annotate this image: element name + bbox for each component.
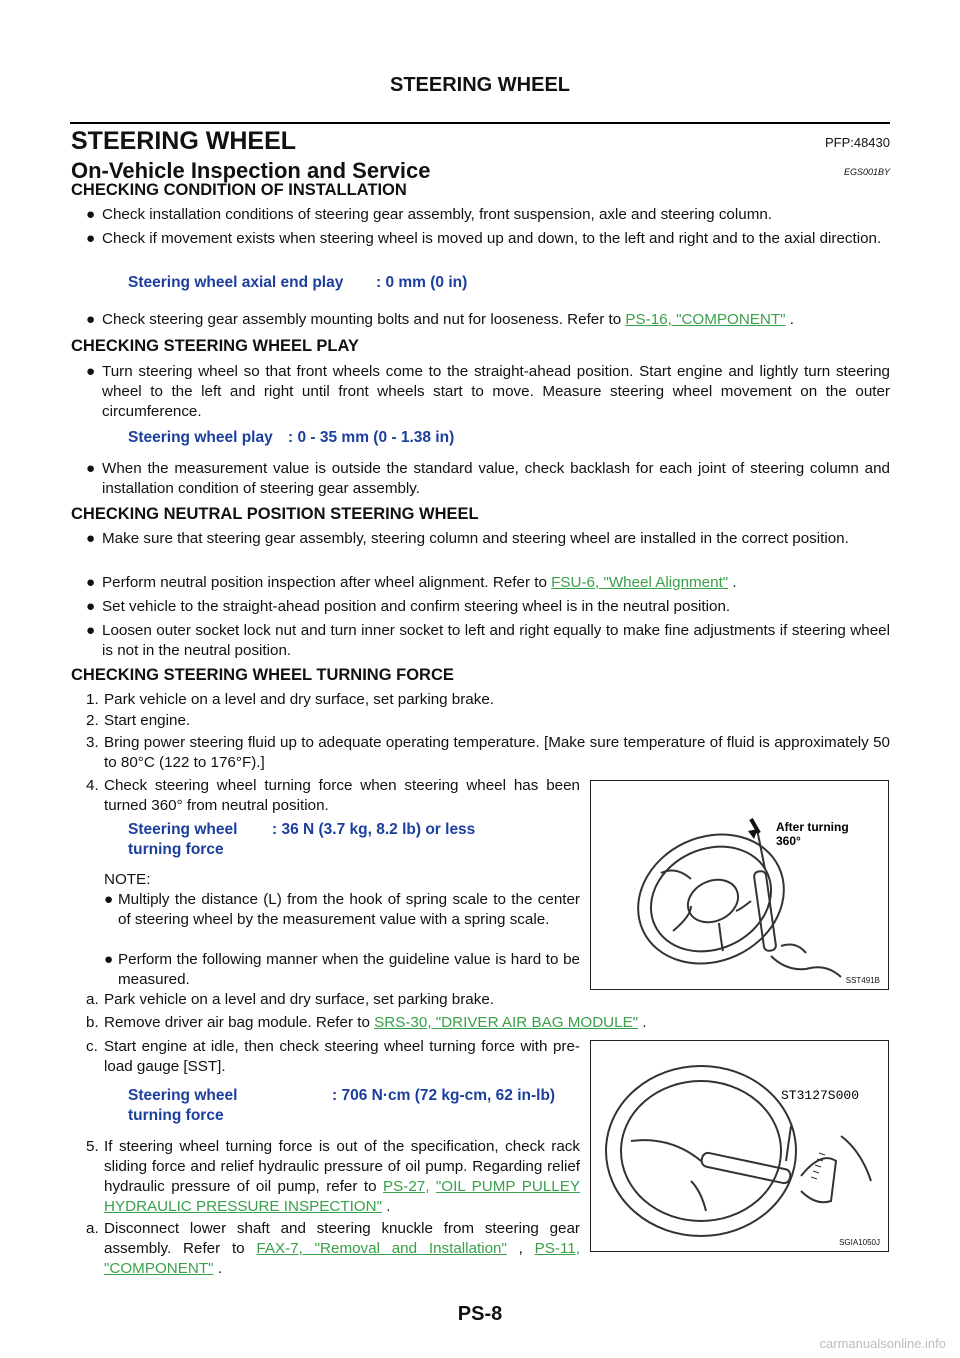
- heading-turning-force: CHECKING STEERING WHEEL TURNING FORCE: [71, 666, 454, 684]
- part-number: PFP:48430: [824, 135, 890, 150]
- link-ps16-component[interactable]: PS-16, "COMPONENT": [625, 311, 786, 328]
- list-item: ● Check installation conditions of steering gear assembly, front suspension, axle and steering column.: [86, 206, 773, 223]
- section-title: STEERING WHEEL: [71, 127, 297, 155]
- steering-wheel-preload-gauge-illustration: [591, 1041, 888, 1251]
- note-label: NOTE:: [104, 871, 151, 888]
- bullet-icon: ●: [86, 574, 96, 591]
- bullet-icon: ●: [86, 363, 96, 380]
- list-item: 5. If steering wheel turning force is out of the specification, check rack sliding force and relief hydraulic pressure of oil pump. Regarding relief hydraulic pressure of oil pump, refer to PS-27, "OIL PUMP PULLEY HYDRAULIC PRESSURE INSPECTION" .: [86, 1138, 580, 1215]
- steering-wheel-spring-scale-illustration: [591, 781, 888, 989]
- spec-label: Steering wheel axial end play: [128, 274, 344, 291]
- spec-value: : 36 N (3.7 kg, 8.2 lb) or less: [272, 821, 476, 838]
- figure-caption: After turning: [776, 820, 849, 834]
- heading-installation: CHECKING CONDITION OF INSTALLATION: [71, 181, 407, 199]
- list-item: a. Park vehicle on a level and dry surface, set parking brake.: [86, 991, 495, 1008]
- link-fax7-removal[interactable]: FAX-7, "Removal and Installation": [256, 1240, 507, 1257]
- list-item: 1. Park vehicle on a level and dry surface, set parking brake.: [86, 691, 495, 708]
- link-ps11[interactable]: PS-11,: [534, 1240, 580, 1257]
- link-srs30-airbag[interactable]: SRS-30, "DRIVER AIR BAG MODULE": [374, 1014, 639, 1031]
- bullet-icon: ●: [86, 311, 96, 328]
- spec-value: : 706 N·cm (72 kg-cm, 62 in-lb): [332, 1087, 556, 1104]
- bullet-icon: ●: [86, 622, 96, 639]
- list-item: ● Perform the following manner when the guideline value is hard to be measured.: [104, 951, 580, 988]
- list-item: ● Make sure that steering gear assembly, steering column and steering wheel are installed in the correct position.: [86, 530, 849, 547]
- bullet-icon: ●: [104, 951, 114, 968]
- spec-label: turning force: [128, 1107, 224, 1124]
- spec-label: Steering wheel: [128, 821, 238, 838]
- page-header-title: STEERING WHEEL: [389, 74, 570, 96]
- header-rule: [70, 122, 890, 124]
- list-item: ● Perform neutral position inspection after wheel alignment. Refer to FSU-6, "Wheel Alignment" .: [86, 574, 737, 591]
- list-item: a. Disconnect lower shaft and steering knuckle from steering gear assembly. Refer to FAX-7, "Removal and Installation" , PS-11, "COMPONENT" .: [86, 1220, 580, 1277]
- list-item: b. Remove driver air bag module. Refer to SRS-30, "DRIVER AIR BAG MODULE" .: [86, 1014, 647, 1031]
- list-item: c. Start engine at idle, then check steering wheel turning force with pre-load gauge [SST].: [86, 1038, 580, 1075]
- list-item: ● Check if movement exists when steering wheel is moved up and down, to the left and right and to the axial direction.: [86, 230, 882, 247]
- spec-value: : 0 - 35 mm (0 - 1.38 in): [288, 429, 455, 446]
- list-item: ● Multiply the distance (L) from the hook of spring scale to the center of steering wheel by the measurement value with a spring scale.: [104, 891, 580, 928]
- bullet-icon: ●: [86, 230, 96, 247]
- heading-play: CHECKING STEERING WHEEL PLAY: [71, 337, 359, 355]
- watermark: carmanualsonline.info: [819, 1336, 946, 1351]
- figure-caption: 360°: [776, 834, 801, 848]
- bullet-icon: ●: [86, 530, 96, 547]
- spec-label: Steering wheel play: [128, 429, 273, 446]
- heading-neutral: CHECKING NEUTRAL POSITION STEERING WHEEL: [71, 505, 479, 523]
- page-number: PS-8: [457, 1303, 503, 1325]
- bullet-icon: ●: [86, 206, 96, 223]
- list-item: ● Turn steering wheel so that front wheels come to the straight-ahead position. Start engine and lightly turn steering wheel to the left and right until front wheels start to move. Measure steering wheel movement on the outer circumference.: [86, 363, 890, 420]
- list-item: ● Loosen outer socket lock nut and turn inner socket to left and right equally to make fine adjustments if steering wheel is not in the neutral position.: [86, 622, 890, 659]
- document-code: EGS001BY: [843, 167, 890, 177]
- link-fsu6-wheel-alignment[interactable]: FSU-6, "Wheel Alignment": [551, 574, 729, 591]
- link-ps27[interactable]: PS-27,: [383, 1178, 430, 1195]
- spec-label: turning force: [128, 841, 224, 858]
- tool-number-label: ST3127S000: [781, 1088, 860, 1103]
- figure-id: SST491B: [845, 976, 880, 985]
- spec-label: Steering wheel: [128, 1087, 238, 1104]
- figure-spring-scale: [590, 780, 889, 990]
- list-item: 2. Start engine.: [86, 712, 191, 729]
- figure-preload-gauge: [590, 1040, 889, 1252]
- bullet-icon: ●: [104, 891, 114, 908]
- list-item: 3. Bring power steering fluid up to adequate operating temperature. [Make sure temperature of fluid is approximately 50 to 80°C (122 to 176°F).]: [86, 734, 890, 771]
- list-item: ● Check steering gear assembly mounting bolts and nut for looseness. Refer to PS-16, "COMPONENT" .: [86, 311, 795, 328]
- list-item: ● Set vehicle to the straight-ahead position and confirm steering wheel is in the neutral position.: [86, 598, 731, 615]
- bullet-icon: ●: [86, 460, 96, 477]
- link-ps11-component[interactable]: "COMPONENT": [104, 1260, 214, 1277]
- link-oil-pump-inspection[interactable]: "OIL PUMP PULLEY HYDRAULIC PRESSURE INSPECTION": [104, 1178, 580, 1215]
- subsection-title: On-Vehicle Inspection and Service: [71, 158, 431, 183]
- spec-value: : 0 mm (0 in): [376, 274, 468, 291]
- bullet-icon: ●: [86, 598, 96, 615]
- list-item: 4. Check steering wheel turning force when steering wheel has been turned 360° from neutral position.: [86, 777, 580, 814]
- figure-id: SGIA1050J: [839, 1238, 880, 1247]
- list-item: ● When the measurement value is outside the standard value, check backlash for each joint of steering column and installation condition of steering gear assembly.: [86, 460, 890, 497]
